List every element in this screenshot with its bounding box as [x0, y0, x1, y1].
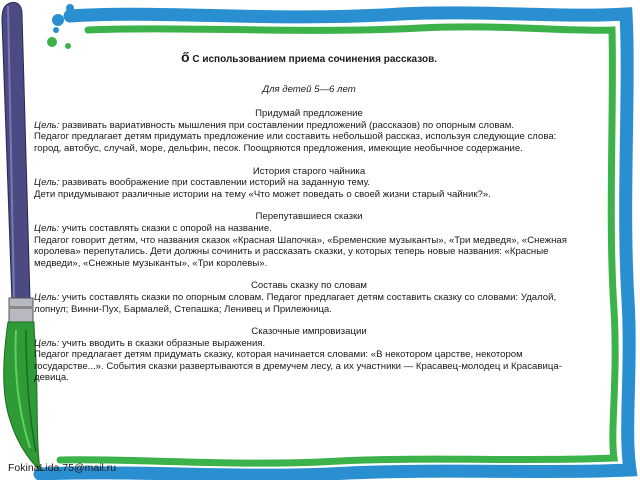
goal-text: учить составлять сказки по опорным словам. Педагог предлагает детям составить сказку со словами:	[62, 291, 521, 303]
section-description: Удалой, лопнул; Винни-Пух, Бармалей, Степашка; Ленивец и Прилежница.	[34, 291, 557, 315]
section-1	[34, 108, 584, 154]
goal-label: Цель:	[34, 291, 60, 303]
section-goal	[34, 120, 584, 132]
section-goal	[34, 338, 584, 350]
section-2	[34, 166, 584, 201]
goal-label: Цель:	[34, 337, 60, 349]
section-description: Педагог предлагает детям придумать сказку, которая начинается словами: «В некотором царстве, некотором государстве...». События сказки развертываются в дремучем лесу, а их участники — Красавец-молодец и Красавица-девица.	[34, 349, 562, 384]
section-title: Сказочные импровизации	[251, 326, 367, 338]
document-title	[34, 49, 584, 66]
title-prefix-char: ő	[181, 49, 190, 65]
goal-text: учить вводить в сказки образные выражения.	[62, 337, 266, 349]
section-description: Дети придумывают различные истории на тему «Что может поведать о своей жизни старый чайник?».	[34, 188, 491, 200]
section-title: История старого чайника	[252, 165, 366, 177]
section-title: Перепутавшиеся сказки	[255, 211, 363, 223]
section-goal	[34, 223, 584, 235]
section-title: Придумай предложение	[255, 108, 363, 120]
section-5	[34, 326, 584, 384]
splash-drops	[47, 4, 74, 49]
age-subtitle: Для детей 5—6 лет	[262, 83, 356, 95]
goal-label: Цель:	[34, 222, 60, 234]
section-goal	[34, 177, 584, 189]
section-description: Педагог говорит детям, что названия сказок «Красная Шапочка», «Бременские музыканты», «Три медведя», «Снежная королева» перепутались. Дети должны сочинить и рассказать сказки, у которых теперь новые названия: «Красные медведи», «Снежные музыканты», «Три королевы».	[34, 234, 567, 269]
goal-text: учить составлять сказки с опорой на название.	[62, 222, 272, 234]
goal-text: развивать воображение при составлении историй на заданную тему.	[62, 177, 371, 189]
section-description: Педагог предлагает детям придумать предложение или составить небольшой рассказ, используя следующие слова: город, автобус, случай, море, дельфин, песок. Поощряются предложения, имеющие необычное содержание.	[34, 131, 557, 154]
section-goal	[34, 292, 584, 315]
section-4	[34, 280, 584, 315]
section-title: Составь сказку по словам	[251, 280, 367, 292]
document-body	[34, 49, 584, 395]
title-text: С использованием приема сочинения рассказов.	[192, 54, 437, 65]
author-email: FokinaLida.75@mail.ru	[8, 462, 117, 474]
goal-label: Цель:	[34, 177, 60, 189]
goal-label: Цель:	[34, 119, 60, 131]
goal-text: развивать вариативность мышления при составлении предложений (рассказов) по опорным словам.	[62, 119, 514, 131]
section-3	[34, 211, 584, 269]
